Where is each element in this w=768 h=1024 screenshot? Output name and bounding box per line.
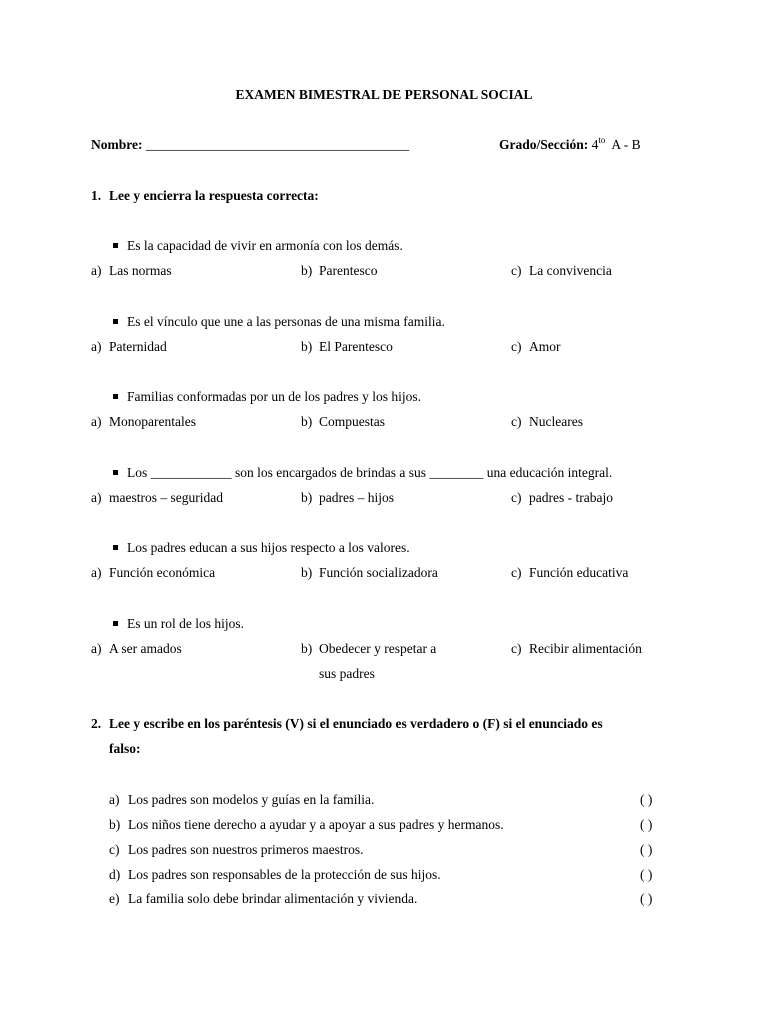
section2-heading (91, 716, 603, 732)
grade-sections: A - B (611, 137, 641, 152)
option-b-continuation: sus padres (319, 666, 375, 681)
name-row (91, 137, 409, 153)
answer-parentheses[interactable]: ( ) (640, 817, 653, 832)
option-a[interactable]: a) maestros – seguridad (91, 490, 223, 505)
option-a[interactable]: a) Paternidad (91, 339, 167, 354)
question-prompt: Los ____________ son los encargados de brindas a sus ________ una educación integral. (113, 465, 612, 481)
bullet-icon (113, 545, 118, 550)
statement-item: c) Los padres son nuestros primeros maestros. (109, 842, 364, 857)
statement-item: a) Los padres son modelos y guías en la familia. (109, 792, 375, 807)
bullet-icon (113, 621, 118, 626)
bullet-icon (113, 470, 118, 475)
name-label: Nombre: (91, 137, 143, 152)
question-prompt: Es un rol de los hijos. (113, 616, 244, 632)
section1-heading (91, 188, 319, 204)
option-c[interactable]: c) padres - trabajo (511, 490, 613, 505)
section2-instruction: Lee y escribe en los paréntesis (V) si el enunciado es verdadero o (F) si el enunciado es (109, 716, 603, 731)
question-prompt: Es la capacidad de vivir en armonía con los demás. (113, 238, 403, 254)
answer-parentheses[interactable]: ( ) (640, 842, 653, 857)
grade-number: 4 (591, 137, 599, 152)
option-b[interactable]: b) Parentesco (301, 263, 378, 278)
bullet-icon (113, 243, 118, 248)
option-a[interactable]: a) Función económica (91, 565, 216, 580)
option-b[interactable]: b) Función socializadora (301, 565, 438, 580)
grade-label: Grado/Sección: (499, 137, 589, 152)
option-b[interactable]: b) El Parentesco (301, 339, 393, 354)
bullet-icon (113, 319, 118, 324)
statement-item: e) La familia solo debe brindar alimentación y vivienda. (109, 891, 418, 906)
option-b[interactable]: b) padres – hijos (301, 490, 394, 505)
statement-item: d) Los padres son responsables de la protección de sus hijos. (109, 867, 441, 882)
option-b[interactable]: b) Obedecer y respetar a (301, 641, 437, 656)
option-a[interactable]: a) Monoparentales (91, 414, 196, 429)
question-prompt: Familias conformadas por un de los padres y los hijos. (113, 389, 421, 405)
question-prompt: Es el vínculo que une a las personas de una misma familia. (113, 314, 445, 330)
grade-row (499, 137, 641, 153)
option-c[interactable]: c) Recibir alimentación (511, 641, 642, 656)
section2-instruction-cont: falso: (109, 741, 141, 756)
option-b[interactable]: b) Compuestas (301, 414, 385, 429)
question-prompt: Los padres educan a sus hijos respecto a los valores. (113, 540, 410, 556)
statement-item: b) Los niños tiene derecho a ayudar y a apoyar a sus padres y hermanos. (109, 817, 504, 832)
option-a[interactable]: a) A ser amados (91, 641, 182, 656)
grade-superscript: to (598, 135, 606, 145)
answer-parentheses[interactable]: ( ) (640, 792, 653, 807)
answer-parentheses[interactable]: ( ) (640, 891, 653, 906)
option-c[interactable]: c) Amor (511, 339, 561, 354)
section1-number: 1. (91, 188, 102, 203)
name-blank-line[interactable]: _______________________________________ (145, 137, 410, 152)
bullet-icon (113, 394, 118, 399)
section1-instruction: Lee y encierra la respuesta correcta: (109, 188, 319, 203)
option-c[interactable]: c) Nucleares (511, 414, 583, 429)
option-a[interactable]: a) Las normas (91, 263, 172, 278)
answer-parentheses[interactable]: ( ) (640, 867, 653, 882)
section2-number: 2. (91, 716, 102, 731)
option-c[interactable]: c) Función educativa (511, 565, 629, 580)
exam-title: EXAMEN BIMESTRAL DE PERSONAL SOCIAL (235, 87, 533, 102)
option-c[interactable]: c) La convivencia (511, 263, 612, 278)
